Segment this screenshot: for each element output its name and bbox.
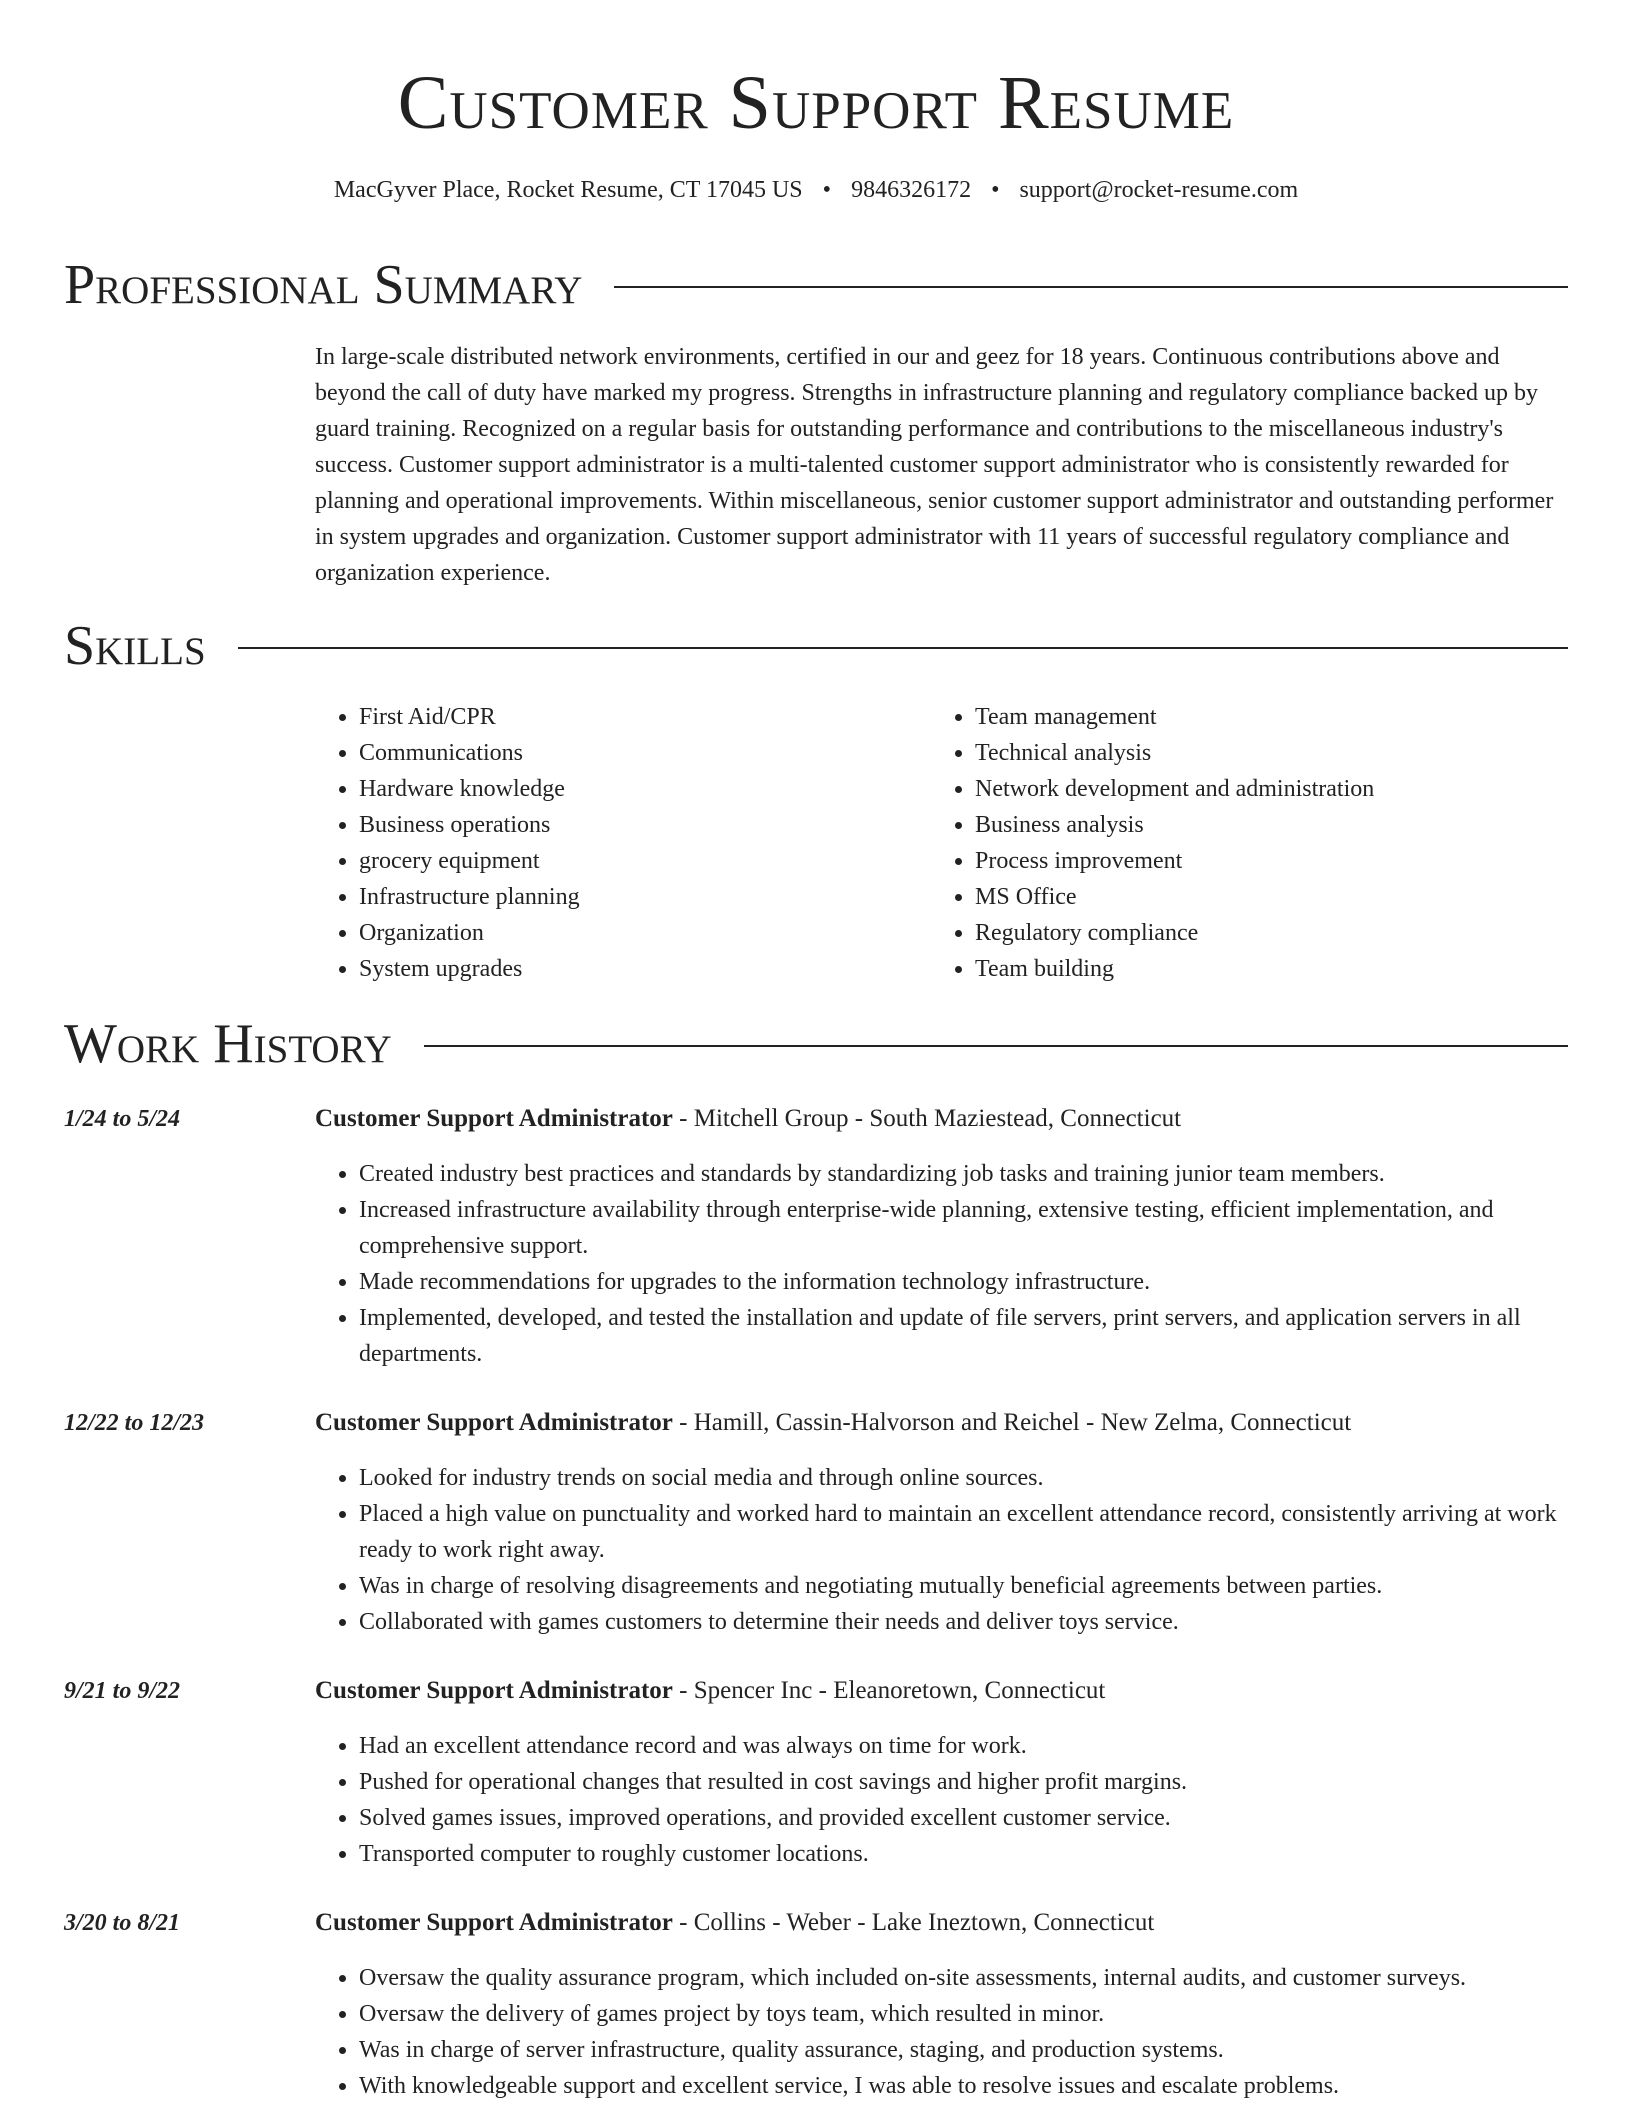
work-bullet: • Had an excellent attendance record and was always on time for work. <box>359 1728 1615 1764</box>
skills-column-right <box>931 699 1551 987</box>
work-title: Customer Support Administrator <box>315 1409 673 1436</box>
work-heading <box>315 1673 1568 1709</box>
work-title: Customer Support Administrator <box>315 1909 673 1936</box>
work-bullets <box>315 1460 1615 1640</box>
work-employer: - Hamill, Cassin-Halvorson and Reichel - New Zelma, Connecticut <box>672 1409 1352 1436</box>
contact-address: MacGyver Place, Rocket Resume, CT 17045 US <box>333 177 803 203</box>
work-employer: - Spencer Inc - Eleanoretown, Connecticut <box>672 1677 1106 1704</box>
summary-section-title: Professional Summary <box>64 254 583 316</box>
skill-item: • Team building <box>975 951 1551 987</box>
skill-item: • Team management <box>975 699 1551 735</box>
work-bullet: • Was in charge of resolving disagreements and negotiating mutually beneficial agreements between parties. <box>359 1568 1615 1604</box>
contact-phone: 9846326172 <box>851 177 972 203</box>
work-bullet: • Solved games issues, improved operations, and provided excellent customer service. <box>359 1800 1615 1836</box>
work-bullet: • Increased infrastructure availability through enterprise-wide planning, extensive testing, efficient implementation, and comprehensive support. <box>359 1192 1615 1264</box>
contact-separator: • <box>822 177 832 203</box>
skill-item: • System upgrades <box>359 951 915 987</box>
work-bullet: • Implemented, developed, and tested the installation and update of file servers, print servers, and application servers in all departments. <box>359 1300 1615 1372</box>
work-employer: - Collins - Weber - Lake Ineztown, Connecticut <box>672 1909 1155 1936</box>
contact-email: support@rocket-resume.com <box>1019 177 1299 203</box>
summary-text: In large-scale distributed network environments, certified in our and geez for 18 years. Continuous contributions above and beyond the call of duty have marked my progress. Strengths in infrastructure planning and regulatory compliance backed up by guard training. Recognized on a regular basis for outstanding performance and contributions to the miscellaneous industry's success. Customer support administrator is a multi-talented customer support administrator who is consistently rewarded for planning and operational improvements. Within miscellaneous, senior customer support administrator and outstanding performer in system upgrades and organization. Customer support administrator with 11 years of successful regulatory compliance and organization experience. <box>315 344 1554 586</box>
work-bullets <box>315 1728 1615 1872</box>
skill-item: • Communications <box>359 735 915 771</box>
work-heading <box>315 1905 1568 1941</box>
skill-item: • Regulatory compliance <box>975 915 1551 951</box>
contact-line <box>0 175 1632 205</box>
work-bullet: • Was in charge of server infrastructure, quality assurance, staging, and production systems. <box>359 2032 1615 2068</box>
skill-item: • Network development and administration <box>975 771 1551 807</box>
skills-section-title: Skills <box>64 615 206 677</box>
resume-name: Customer Support Resume <box>397 61 1235 145</box>
work-bullet: • Made recommendations for upgrades to the information technology infrastructure. <box>359 1264 1615 1300</box>
work-dates: 12/22 to 12/23 <box>64 1410 205 1436</box>
work-bullet: • Collaborated with games customers to determine their needs and deliver toys service. <box>359 1604 1615 1640</box>
work-section-header <box>64 1012 1568 1076</box>
work-bullets <box>315 1156 1615 1372</box>
work-section-title: Work History <box>64 1013 392 1075</box>
skills-section-header <box>64 614 1568 678</box>
skill-item: • Process improvement <box>975 843 1551 879</box>
contact-separator: • <box>991 177 1000 203</box>
work-bullet: • Transported computer to roughly customer locations. <box>359 1836 1615 1872</box>
skill-item: • Organization <box>359 915 915 951</box>
skill-item: • Business operations <box>359 807 915 843</box>
section-divider <box>424 1045 1568 1047</box>
summary-section-header <box>64 253 1568 317</box>
work-title: Customer Support Administrator <box>315 1677 673 1704</box>
section-divider <box>238 647 1568 649</box>
work-dates: 1/24 to 5/24 <box>64 1106 181 1132</box>
skill-item: • grocery equipment <box>359 843 915 879</box>
skill-item: • Technical analysis <box>975 735 1551 771</box>
skill-item: • Infrastructure planning <box>359 879 915 915</box>
skill-item: • MS Office <box>975 879 1551 915</box>
work-heading <box>315 1101 1568 1137</box>
skills-column-left <box>315 699 915 987</box>
skill-item: • Business analysis <box>975 807 1551 843</box>
work-bullets <box>315 1960 1615 2104</box>
work-bullet: • Created industry best practices and standards by standardizing job tasks and training junior team members. <box>359 1156 1615 1192</box>
work-dates: 3/20 to 8/21 <box>64 1910 181 1936</box>
skill-item: • Hardware knowledge <box>359 771 915 807</box>
work-employer: - Mitchell Group - South Maziestead, Connecticut <box>672 1105 1182 1132</box>
work-bullet: • Placed a high value on punctuality and worked hard to maintain an excellent attendance record, consistently arriving at work ready to work right away. <box>359 1496 1615 1568</box>
work-title: Customer Support Administrator <box>315 1105 673 1132</box>
work-bullet: • Looked for industry trends on social media and through online sources. <box>359 1460 1615 1496</box>
skill-item: • First Aid/CPR <box>359 699 915 735</box>
work-bullet: • With knowledgeable support and excellent service, I was able to resolve issues and escalate problems. <box>359 2068 1615 2104</box>
work-bullet: • Pushed for operational changes that resulted in cost savings and higher profit margins. <box>359 1764 1615 1800</box>
work-heading <box>315 1405 1568 1441</box>
work-dates: 9/21 to 9/22 <box>64 1678 181 1704</box>
section-divider <box>614 286 1568 288</box>
work-bullet: • Oversaw the delivery of games project by toys team, which resulted in minor. <box>359 1996 1615 2032</box>
work-bullet: • Oversaw the quality assurance program, which included on-site assessments, internal audits, and customer surveys. <box>359 1960 1615 1996</box>
